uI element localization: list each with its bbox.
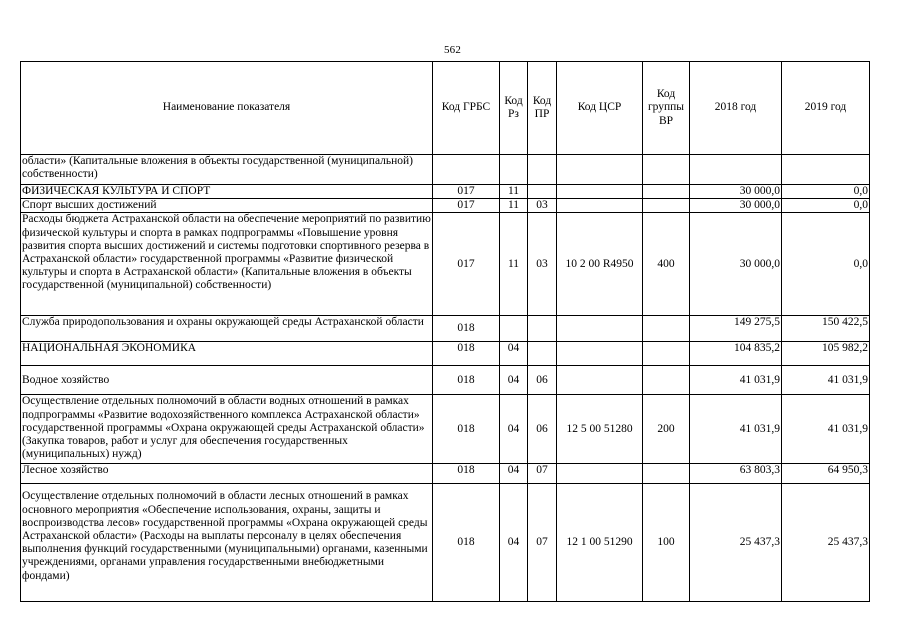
row-name: ФИЗИЧЕСКАЯ КУЛЬТУРА И СПОРТ xyxy=(21,185,433,199)
row-rz xyxy=(500,316,528,342)
budget-table xyxy=(20,61,870,602)
header-grbs: Код ГРБС xyxy=(433,62,500,155)
row-csr xyxy=(557,185,643,199)
row-vr xyxy=(643,464,690,484)
table-row xyxy=(21,316,870,342)
table-row xyxy=(21,199,870,213)
row-vr xyxy=(643,199,690,213)
row-2018: 41 031,9 xyxy=(690,366,782,395)
row-grbs: 017 xyxy=(433,199,500,213)
row-vr: 100 xyxy=(643,484,690,602)
header-vr: Код группы ВР xyxy=(643,62,690,155)
row-csr: 12 1 00 51290 xyxy=(557,484,643,602)
row-name: Лесное хозяйство xyxy=(21,464,433,484)
row-2019: 25 437,3 xyxy=(782,484,870,602)
row-2019: 0,0 xyxy=(782,213,870,316)
row-2019: 64 950,3 xyxy=(782,464,870,484)
table-row xyxy=(21,484,870,602)
row-vr: 400 xyxy=(643,213,690,316)
row-name: Осуществление отдельных полномочий в области лесных отношений в рамках основного мероприятия «Обеспечение использования, охраны, защиты и воспроизводства лесов» государственной программы «Охрана окружающей среды Астраханской области» (Расходы на выплаты персоналу в целях обеспечения выполнения функций государственными (муниципальными) органами, казенными учреждениями, органами управления государственными внебюджетными фондами) xyxy=(21,484,433,602)
row-2019: 41 031,9 xyxy=(782,395,870,464)
row-vr: 200 xyxy=(643,395,690,464)
row-grbs: 018 xyxy=(433,366,500,395)
row-2018: 149 275,5 xyxy=(690,316,782,342)
row-grbs: 018 xyxy=(433,464,500,484)
row-grbs: 017 xyxy=(433,213,500,316)
row-csr xyxy=(557,155,643,185)
row-vr xyxy=(643,316,690,342)
row-2018 xyxy=(690,155,782,185)
row-name: Водное хозяйство xyxy=(21,366,433,395)
row-2019: 0,0 xyxy=(782,185,870,199)
row-vr xyxy=(643,342,690,366)
row-grbs: 018 xyxy=(433,316,500,342)
row-rz: 04 xyxy=(500,342,528,366)
row-2019: 0,0 xyxy=(782,199,870,213)
row-pr: 06 xyxy=(528,395,557,464)
row-csr: 10 2 00 R4950 xyxy=(557,213,643,316)
row-2018: 30 000,0 xyxy=(690,213,782,316)
row-rz: 11 xyxy=(500,185,528,199)
header-pr: Код ПР xyxy=(528,62,557,155)
row-2018: 104 835,2 xyxy=(690,342,782,366)
row-pr xyxy=(528,185,557,199)
row-grbs: 018 xyxy=(433,395,500,464)
row-csr: 12 5 00 51280 xyxy=(557,395,643,464)
row-2018: 63 803,3 xyxy=(690,464,782,484)
table-row xyxy=(21,395,870,464)
row-2019: 150 422,5 xyxy=(782,316,870,342)
row-pr xyxy=(528,316,557,342)
row-2018: 30 000,0 xyxy=(690,199,782,213)
row-rz: 04 xyxy=(500,484,528,602)
row-grbs: 017 xyxy=(433,185,500,199)
row-name: области» (Капитальные вложения в объекты государственной (муниципальной) собственности) xyxy=(21,155,433,185)
row-pr: 03 xyxy=(528,199,557,213)
row-pr: 03 xyxy=(528,213,557,316)
table-row xyxy=(21,342,870,366)
row-vr xyxy=(643,366,690,395)
row-rz: 04 xyxy=(500,366,528,395)
row-pr xyxy=(528,155,557,185)
row-grbs: 018 xyxy=(433,342,500,366)
row-2018: 30 000,0 xyxy=(690,185,782,199)
row-csr xyxy=(557,464,643,484)
table-row xyxy=(21,185,870,199)
header-2019: 2019 год xyxy=(782,62,870,155)
row-name: Спорт высших достижений xyxy=(21,199,433,213)
row-csr xyxy=(557,366,643,395)
table-header-row xyxy=(21,62,870,155)
page-number: 562 xyxy=(443,44,462,56)
row-pr: 07 xyxy=(528,464,557,484)
table-row xyxy=(21,464,870,484)
row-csr xyxy=(557,199,643,213)
row-2019: 105 982,2 xyxy=(782,342,870,366)
header-rz: Код Рз xyxy=(500,62,528,155)
row-rz xyxy=(500,155,528,185)
row-pr xyxy=(528,342,557,366)
row-rz: 04 xyxy=(500,395,528,464)
row-2018: 25 437,3 xyxy=(690,484,782,602)
row-2019: 41 031,9 xyxy=(782,366,870,395)
row-name: НАЦИОНАЛЬНАЯ ЭКОНОМИКА xyxy=(21,342,433,366)
row-rz: 11 xyxy=(500,199,528,213)
row-2019 xyxy=(782,155,870,185)
row-rz: 11 xyxy=(500,213,528,316)
row-grbs: 018 xyxy=(433,484,500,602)
row-name: Служба природопользования и охраны окружающей среды Астраханской области xyxy=(21,316,433,342)
row-grbs xyxy=(433,155,500,185)
header-csr: Код ЦСР xyxy=(557,62,643,155)
table-row xyxy=(21,155,870,185)
header-name: Наименование показателя xyxy=(21,62,433,155)
row-rz: 04 xyxy=(500,464,528,484)
table-row xyxy=(21,366,870,395)
header-2018: 2018 год xyxy=(690,62,782,155)
row-pr: 06 xyxy=(528,366,557,395)
row-csr xyxy=(557,316,643,342)
row-vr xyxy=(643,185,690,199)
row-pr: 07 xyxy=(528,484,557,602)
row-vr xyxy=(643,155,690,185)
table-row xyxy=(21,213,870,316)
row-2018: 41 031,9 xyxy=(690,395,782,464)
row-name: Расходы бюджета Астраханской области на обеспечение мероприятий по развитию физической культуры и спорта в рамках подпрограммы «Повышение уровня развития спорта высших достижений и системы подготовки спортивного резерва в Астраханской области» государственной программы «Развитие физической культуры и спорта в Астраханской области» (Капитальные вложения в объекты государственной (муниципальной) собственности) xyxy=(21,213,433,316)
row-name: Осуществление отдельных полномочий в области водных отношений в рамках подпрограммы «Развитие водохозяйственного комплекса Астраханской области» государственной программы «Охрана окружающей среды Астраханской области» (Закупка товаров, работ и услуг для обеспечения государственных (муниципальных) нужд) xyxy=(21,395,433,464)
row-csr xyxy=(557,342,643,366)
